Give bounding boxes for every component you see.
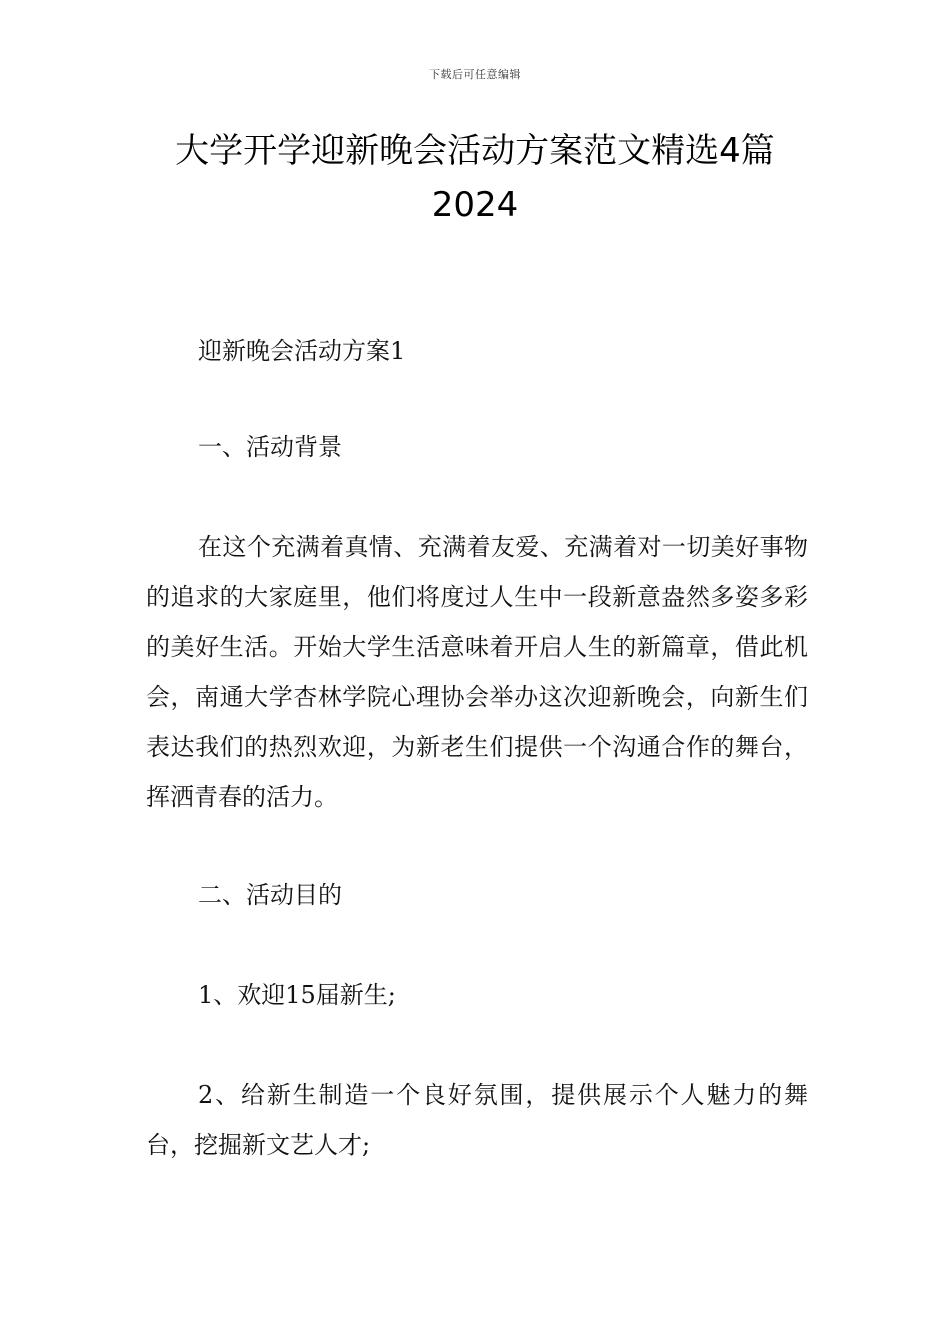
document-title [100,124,850,232]
background-paragraph: 在这个充满着真情、充满着友爱、充满着对一切美好事物的追求的大家庭里，他们将度过人生中一段新意盎然多姿多彩的美好生活。开始大学生活意味着开启人生的新篇章，借此机会，南通大学杏林学院心理协会举办这次迎新晚会，向新生们表达我们的热烈欢迎，为新老生们提供一个沟通合作的舞台，挥洒青春的活力。 [146,533,808,811]
section-heading-background: 一、活动背景 [198,433,342,461]
document-title-line-1: 大学开学迎新晚会活动方案范文精选4篇 [175,131,775,171]
document-title-line-2: 2024 [431,185,519,225]
purpose-item-2: 2、给新生制造一个良好氛围，提供展示个人魅力的舞台，挖掘新文艺人才; [146,1081,808,1159]
purpose-item-1: 1、欢迎15届新生; [198,981,396,1009]
plan-heading: 迎新晚会活动方案1 [198,337,406,365]
section-heading-purpose: 二、活动目的 [198,881,342,909]
header-note: 下载后可任意编辑 [429,68,521,81]
